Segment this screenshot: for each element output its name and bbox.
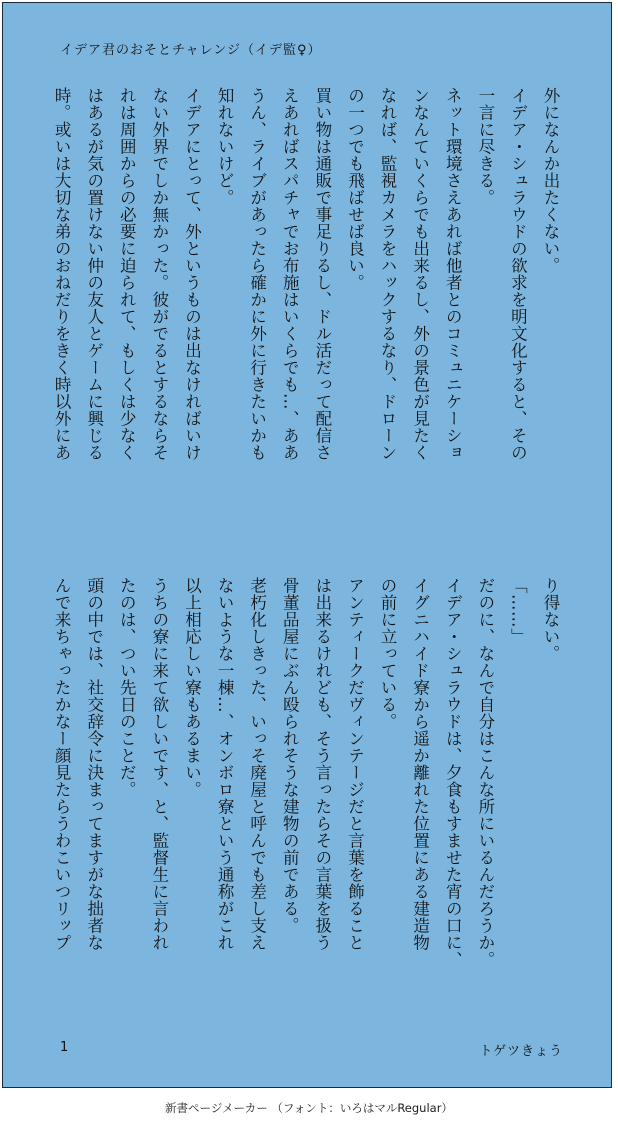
author-name: トゲツきょう xyxy=(479,1044,563,1059)
generator-credit: 新書ページメーカー （フォント：いろはマルRegular） xyxy=(165,1101,453,1115)
book-page xyxy=(2,2,612,1088)
page-number: 1 xyxy=(60,1040,69,1055)
page-title: イデア君のおそとチャレンジ（イデ監♀） xyxy=(60,43,322,58)
lower-text-block: り得ない。 「……」 だのに、なんで自分はこんな所にいるんだろうか。 イデア・シュラウドは、夕食もすませた宵の口に、 イグニハイド寮から遥か離れた位置にある建造物 の前に立っている。 アンティークだヴィンテージだと言葉を飾ること は出来るけれども、そう言ったらその言葉を扱う 骨董品屋にぶん殴られそうな建物の前である。 老朽化しきった、いっそ廃屋と呼んでも差し支え ないような一棟…、オンボロ寮という通称がこれ 以上相応しい寮もあるまい。 うちの寮に来て欲しいです、と、監督生に言われ たのは、つい先日のことだ。 頭の中では、社交辞令に決まってますがな拙者な んで来ちゃったかなー顔見たらうわこいつリップ xyxy=(52,577,560,968)
upper-text-block: 外になんか出たくない。 イデア・シュラウドの欲求を明文化すると、その 一言に尽きる。 ネット環境さえあれば他者とのコミュニケーショ ンなんていくらでも出来るし、外の景色が見たく なれば、監視カメラをハックするなり、ドローン の一つでも飛ばせば良い。 買い物は通販で事足りるし、ドル活だって配信さ えあればスパチャでお布施はいくらでも…、ああ うん、ライブがあったら確かに外に行きたいかも 知れないけど。 イデアにとって、外というものは出なければいけ ない外界でしか無かった。彼がでるとするならそ れは周囲からの必要に迫られて、もしくは少なく はあるが気の置けない仲の友人とゲームに興じる 時。或いは大切な弟のおねだりをきく時以外にあ xyxy=(52,87,560,461)
